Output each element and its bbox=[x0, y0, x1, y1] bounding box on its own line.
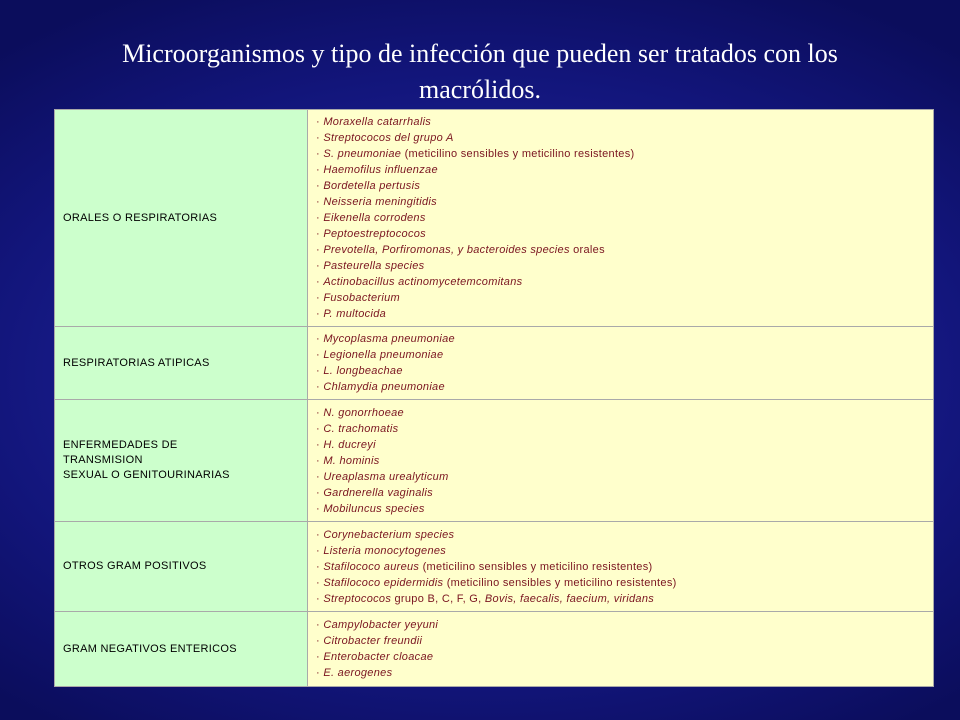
organism-item bbox=[316, 258, 925, 274]
table-row bbox=[55, 612, 934, 687]
table-row bbox=[55, 400, 934, 522]
bullet: · bbox=[316, 349, 324, 361]
organism-item bbox=[316, 559, 925, 575]
organism-name: N. gonorrhoeae bbox=[323, 406, 404, 419]
organism-name: Enterobacter cloacae bbox=[323, 651, 434, 663]
organism-item bbox=[316, 347, 925, 363]
bullet: · bbox=[316, 454, 324, 467]
organism-item bbox=[316, 437, 925, 453]
organism-name: Peptoestreptococos bbox=[323, 228, 426, 240]
organism-item bbox=[316, 290, 925, 306]
organism-name: Ureaplasma urealyticum bbox=[323, 470, 449, 483]
organism-name: P. multocida bbox=[323, 308, 387, 320]
bullet: · bbox=[316, 196, 324, 208]
organism-item bbox=[316, 331, 925, 347]
organism-item bbox=[316, 633, 925, 649]
category-label: GRAM NEGATIVOS ENTERICOS bbox=[63, 642, 237, 655]
bullet: · bbox=[316, 148, 324, 160]
organism-name: Neisseria meningitidis bbox=[323, 196, 437, 208]
organism-list bbox=[308, 400, 934, 522]
organism-name: Prevotella, Porfiromonas, y bacteroides species bbox=[323, 244, 574, 256]
bullet: · bbox=[316, 576, 324, 589]
organism-list bbox=[308, 612, 934, 687]
organism-item bbox=[316, 617, 925, 633]
bullet: · bbox=[316, 592, 324, 605]
table-row bbox=[55, 327, 934, 400]
bullet: · bbox=[316, 619, 324, 631]
organism-name: Legionella pneumoniae bbox=[323, 349, 444, 361]
organism-note: (meticilino sensibles y meticilino resistentes) bbox=[404, 148, 635, 160]
organism-item bbox=[316, 469, 925, 485]
table-row bbox=[55, 110, 934, 327]
bullet: · bbox=[316, 333, 324, 345]
bullet: · bbox=[316, 560, 324, 573]
organism-note: (meticilino sensibles y meticilino resistentes) bbox=[446, 576, 677, 589]
organism-item bbox=[316, 194, 925, 210]
infection-category bbox=[55, 612, 308, 687]
organism-name: H. ducreyi bbox=[323, 438, 376, 451]
bullet: · bbox=[316, 544, 324, 557]
organism-name: Gardnerella vaginalis bbox=[323, 486, 433, 499]
category-label: OTROS GRAM POSITIVOS bbox=[63, 560, 207, 572]
organism-list bbox=[308, 327, 934, 400]
organism-item bbox=[316, 405, 925, 421]
organism-name: Citrobacter freundii bbox=[323, 635, 423, 647]
bullet: · bbox=[316, 528, 324, 541]
bullet: · bbox=[316, 180, 324, 192]
organism-item bbox=[316, 649, 925, 665]
organism-name: M. hominis bbox=[323, 454, 380, 467]
organism-name: Fusobacterium bbox=[323, 292, 400, 304]
bullet: · bbox=[316, 260, 324, 272]
organism-name: Mobiluncus species bbox=[323, 502, 425, 515]
bullet: · bbox=[316, 132, 324, 144]
bullet: · bbox=[316, 438, 324, 451]
organism-item bbox=[316, 178, 925, 194]
organism-item bbox=[316, 162, 925, 178]
organism-item bbox=[316, 130, 925, 146]
bullet: · bbox=[316, 667, 324, 679]
organism-name: Campylobacter yeyuni bbox=[323, 619, 439, 631]
slide-title: Microorganismos y tipo de infección que pueden ser tratados con los macrólidos. bbox=[122, 39, 838, 104]
organism-name: Bovis, faecalis, faecium, viridans bbox=[484, 592, 655, 605]
bullet: · bbox=[316, 244, 324, 256]
organism-note: (meticilino sensibles y meticilino resistentes) bbox=[422, 560, 653, 573]
organism-item bbox=[316, 421, 925, 437]
organism-name: Corynebacterium species bbox=[323, 528, 455, 541]
organism-name: Listeria monocytogenes bbox=[323, 544, 447, 557]
organism-name: Pasteurella species bbox=[323, 260, 425, 272]
organism-name: L. longbeachae bbox=[323, 365, 403, 377]
bullet: · bbox=[316, 651, 324, 663]
organism-name: Moraxella catarrhalis bbox=[323, 116, 432, 128]
organism-name: Chlamydia pneumoniae bbox=[323, 381, 445, 393]
infection-category bbox=[55, 400, 308, 522]
organism-item bbox=[316, 543, 925, 559]
organism-name: Actinobacillus actinomycetemcomitans bbox=[323, 276, 523, 288]
organism-item bbox=[316, 453, 925, 469]
organism-name: Mycoplasma pneumoniae bbox=[323, 333, 455, 345]
microorganism-table bbox=[54, 109, 934, 687]
organism-item bbox=[316, 485, 925, 501]
category-label: RESPIRATORIAS ATIPICAS bbox=[63, 356, 210, 369]
organism-name: Streptococos del grupo A bbox=[323, 132, 454, 144]
organism-item bbox=[316, 306, 925, 322]
category-label: ENFERMEDADES DE bbox=[63, 439, 178, 451]
bullet: · bbox=[316, 228, 324, 240]
category-label: TRANSMISION bbox=[63, 454, 143, 466]
organism-name: Eikenella corrodens bbox=[323, 212, 426, 224]
table-row bbox=[55, 522, 934, 612]
organism-item bbox=[316, 501, 925, 517]
organism-item bbox=[316, 665, 925, 681]
bullet: · bbox=[316, 406, 324, 419]
organism-item bbox=[316, 363, 925, 379]
bullet: · bbox=[316, 422, 324, 435]
bullet: · bbox=[316, 486, 324, 499]
infection-category bbox=[55, 327, 308, 400]
organism-item bbox=[316, 226, 925, 242]
organism-item bbox=[316, 242, 925, 258]
infection-category bbox=[55, 522, 308, 612]
organism-item bbox=[316, 274, 925, 290]
category-label: SEXUAL O GENITOURINARIAS bbox=[63, 469, 230, 481]
organism-name: E. aerogenes bbox=[323, 667, 393, 679]
bullet: · bbox=[316, 635, 324, 647]
organism-item bbox=[316, 527, 925, 543]
bullet: · bbox=[316, 212, 324, 224]
organism-item bbox=[316, 146, 925, 162]
bullet: · bbox=[316, 381, 324, 393]
organism-name: S. pneumoniae bbox=[323, 148, 405, 160]
organism-list bbox=[308, 110, 934, 327]
infection-category bbox=[55, 110, 308, 327]
bullet: · bbox=[316, 502, 324, 515]
category-label: ORALES O RESPIRATORIAS bbox=[63, 211, 218, 224]
organism-name: Streptococos bbox=[323, 592, 395, 605]
organism-name: Bordetella pertusis bbox=[323, 180, 421, 192]
organism-item bbox=[316, 575, 925, 591]
bullet: · bbox=[316, 276, 324, 288]
bullet: · bbox=[316, 292, 324, 304]
organism-name: Stafilococo aureus bbox=[323, 560, 423, 573]
bullet: · bbox=[316, 470, 324, 483]
organism-item bbox=[316, 114, 925, 130]
organism-list bbox=[308, 522, 934, 612]
organism-name: Stafilococo epidermidis bbox=[323, 576, 447, 589]
organism-name: Haemofilus influenzae bbox=[323, 164, 438, 176]
organism-item bbox=[316, 591, 925, 607]
organism-note: grupo B, C, F, G, bbox=[394, 592, 485, 605]
bullet: · bbox=[316, 116, 324, 128]
organism-item bbox=[316, 379, 925, 395]
bullet: · bbox=[316, 164, 324, 176]
bullet: · bbox=[316, 365, 324, 377]
bullet: · bbox=[316, 308, 324, 320]
organism-name: C. trachomatis bbox=[323, 422, 399, 435]
organism-item bbox=[316, 210, 925, 226]
organism-note: orales bbox=[573, 244, 605, 256]
